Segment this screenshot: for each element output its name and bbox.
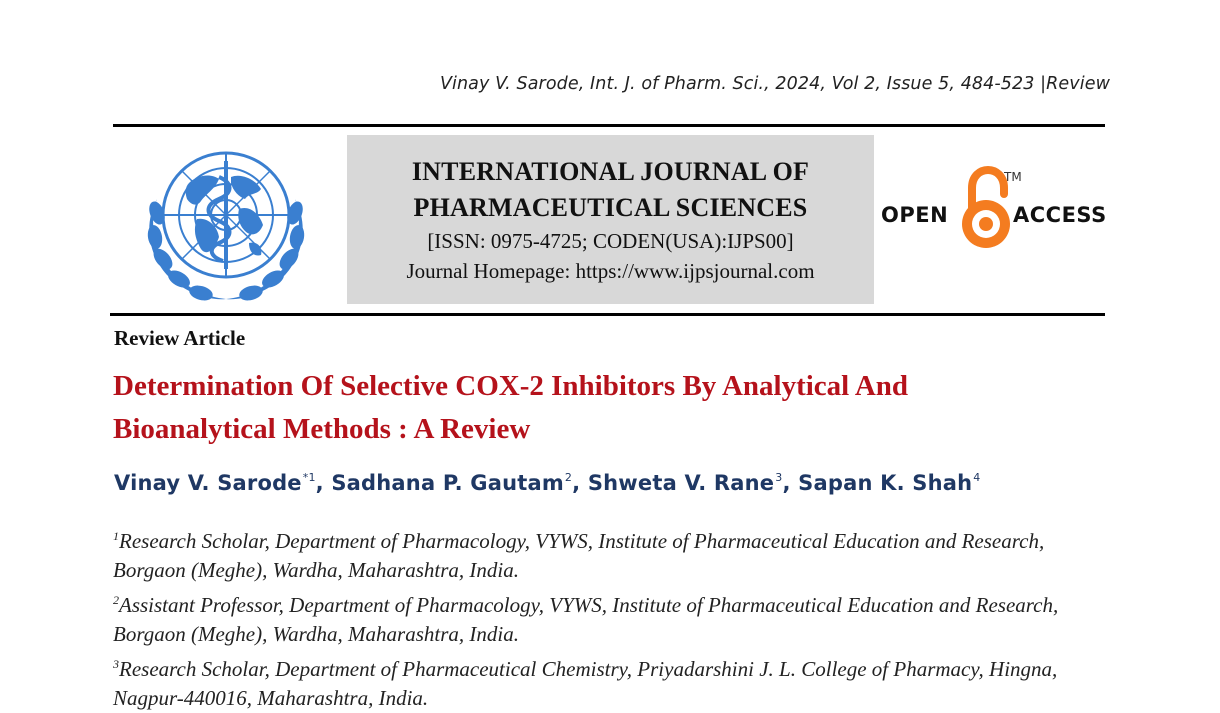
open-access-open-text: OPEN — [881, 203, 949, 227]
affiliation-text-cont: Borgaon (Meghe), Wardha, Maharashtra, India. — [113, 622, 519, 647]
article-title-line-2: Bioanalytical Methods : A Review — [113, 413, 531, 445]
journal-emblem-icon — [127, 139, 325, 307]
affiliation — [113, 586, 1113, 650]
affiliation-text: Assistant Professor, Department of Pharmacology, VYWS, Institute of Pharmaceutical Education and Research, — [119, 592, 1059, 617]
open-access-logo — [880, 168, 1108, 252]
author-affil-mark: 4 — [973, 471, 981, 484]
header-rule-bottom — [110, 313, 1105, 316]
journal-homepage: Journal Homepage: https://www.ijpsjournal.com — [406, 258, 815, 283]
article-type: Review Article — [114, 326, 246, 350]
affiliation-list — [113, 522, 1113, 713]
author-affil-mark: *1 — [302, 471, 316, 484]
author-name: Sapan K. Shah — [798, 471, 973, 495]
journal-title-line-2: PHARMACEUTICAL SCIENCES — [413, 192, 808, 222]
affiliation-number: 3 — [113, 656, 119, 671]
affiliation-text-cont: Nagpur-440016, Maharashtra, India. — [113, 686, 429, 711]
author-name: Sadhana P. Gautam — [331, 471, 564, 495]
affiliation-text: Research Scholar, Department of Pharmacology, VYWS, Institute of Pharmaceutical Education and Research, — [119, 529, 1045, 553]
open-access-tm: TM — [1004, 170, 1022, 184]
open-access-access-text: ACCESS — [1013, 203, 1107, 227]
affiliation-number: 1 — [113, 529, 119, 543]
author-separator: , — [315, 471, 332, 495]
affiliation-number: 2 — [113, 592, 119, 607]
journal-issn: [ISSN: 0975-4725; CODEN(USA):IJPS00] — [427, 228, 794, 253]
author-separator: , — [572, 471, 588, 495]
author-list — [114, 471, 980, 495]
author-affil-mark: 2 — [564, 471, 573, 484]
running-header: Vinay V. Sarode, Int. J. of Pharm. Sci., 2024, Vol 2, Issue 5, 484-523 |Review — [439, 74, 1110, 94]
author-name: Shweta V. Rane — [587, 471, 775, 495]
header-rule-top — [113, 124, 1105, 127]
author-affil-mark: 3 — [775, 471, 783, 484]
journal-masthead — [347, 135, 874, 304]
author-separator: , — [782, 471, 799, 495]
affiliation — [113, 650, 1113, 713]
affiliation-text: Research Scholar, Department of Pharmaceutical Chemistry, Priyadarshini J. L. College of Pharmacy, Hingna, — [119, 656, 1058, 681]
article-title — [113, 365, 1073, 451]
affiliation — [113, 522, 1113, 586]
journal-title-line-1: INTERNATIONAL JOURNAL OF — [411, 156, 810, 186]
affiliation-text-cont: Borgaon (Meghe), Wardha, Maharashtra, India. — [113, 558, 519, 583]
author-name: Vinay V. Sarode — [114, 471, 302, 495]
article-title-line-1: Determination Of Selective COX-2 Inhibitors By Analytical And — [113, 370, 909, 402]
